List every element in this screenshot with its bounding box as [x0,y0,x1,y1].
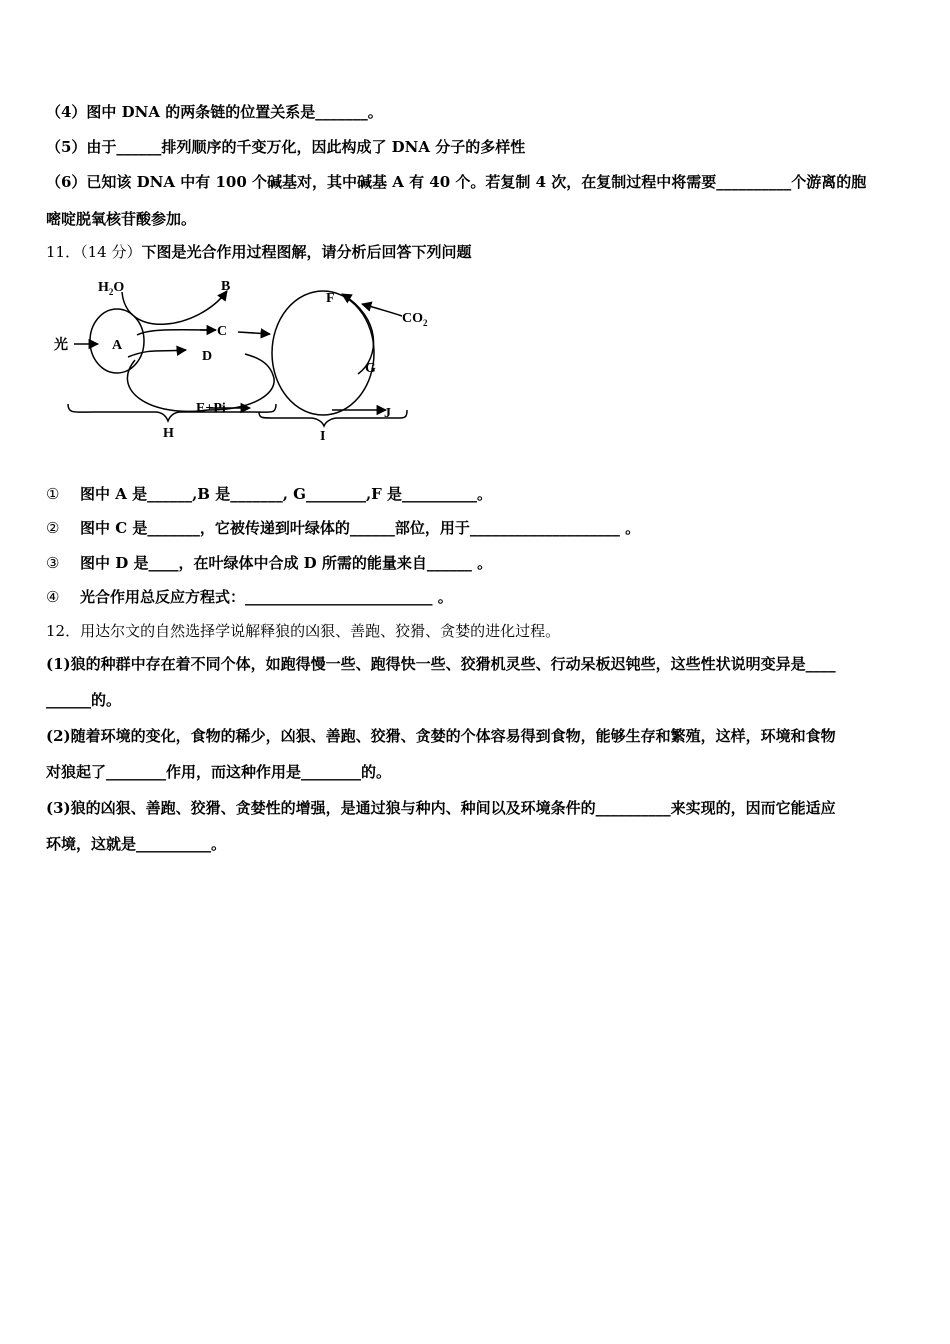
item-3-text: 图中 D 是____，在叶绿体中合成 D 所需的能量来自______ 。 [80,554,493,572]
q11-item-1 [46,484,906,504]
label-g: G [365,361,376,376]
label-water: $H_2O$ [98,280,125,297]
label-co2: $CO_2$ [402,311,428,328]
d-arrow [128,350,186,357]
photosynthesis-diagram [40,268,450,448]
q12-part2-line1: (2)随着环境的变化，食物的稀少，凶狠、善跑、狡猾、贪婪的个体容易得到食物，能够生存和繁殖，这样，环境和食物 [46,727,836,745]
q12-title: 12．用达尔文的自然选择学说解释狼的凶狠、善跑、狡猾、贪婪的进化过程。 [46,622,561,640]
item-1-mark: ① [46,485,60,503]
label-b: B [221,279,231,294]
item-4-text: 光合作用总反应方程式：_________________________ 。 [80,588,453,606]
item-3-mark: ③ [46,554,60,572]
label-j: J [384,406,391,421]
q10-part6-line2: 嘧啶脱氧核苷酸参加。 [46,210,197,228]
q12-part3-line1: (3)狼的凶狠、善跑、狡猾、贪婪性的增强，是通过狼与种内、种间以及环境条件的__________来实现的，因而它能适应 [46,799,836,817]
label-e-pi: E+Pi [196,401,226,416]
label-light: 光 [54,338,68,353]
q11-heading [46,242,906,262]
water-to-b-arrow [122,291,227,324]
q12-part1-line2: ______的。 [46,691,122,709]
calvin-cycle-ellipse [272,291,374,415]
q12-part1-line1: (1)狼的种群中存在着不同个体，如跑得慢一些、跑得快一些、狡猾机灵些、行动呆板迟钝些，这些性状说明变异是____ [46,655,836,673]
q10-part5: （5）由于______排列顺序的千变万化，因此构成了 DNA 分子的多样性 [46,138,526,156]
q11-stem: 下图是光合作用过程图解，请分析后回答下列问题 [141,243,472,261]
item-2-text: 图中 C 是_______，它被传递到叶绿体的______部位，用于____________________ 。 [80,519,641,537]
label-a: A [112,338,123,353]
label-d: D [202,349,213,364]
item-2-mark: ② [46,519,60,537]
item-1-text: 图中 A 是______,B 是_______, G________,F 是__________。 [80,485,493,503]
item-4-mark: ④ [46,588,60,606]
co2-arrow [362,304,402,316]
label-c: C [217,324,228,339]
brace-h [68,404,276,421]
q10-part4: （4）图中 DNA 的两条链的位置关系是_______。 [46,103,383,121]
q11-number: 11．（14 分） [46,243,142,261]
q11-item-4 [46,587,906,607]
c-to-cycle-arrow [238,332,270,334]
q12-part3-line2: 环境，这就是__________。 [46,835,227,853]
q11-item-3 [46,553,906,573]
q12-part2-line2: 对狼起了________作用，而这种作用是________的。 [46,763,392,781]
q11-item-2 [46,518,906,538]
q10-part6-line1: （6）已知该 DNA 中有 100 个碱基对，其中碱基 A 有 40 个。若复制 4 次，在复制过程中将需要__________个游离的胞 [46,173,867,191]
label-f: F [326,291,335,306]
label-i: I [320,429,326,444]
label-h: H [163,426,174,441]
